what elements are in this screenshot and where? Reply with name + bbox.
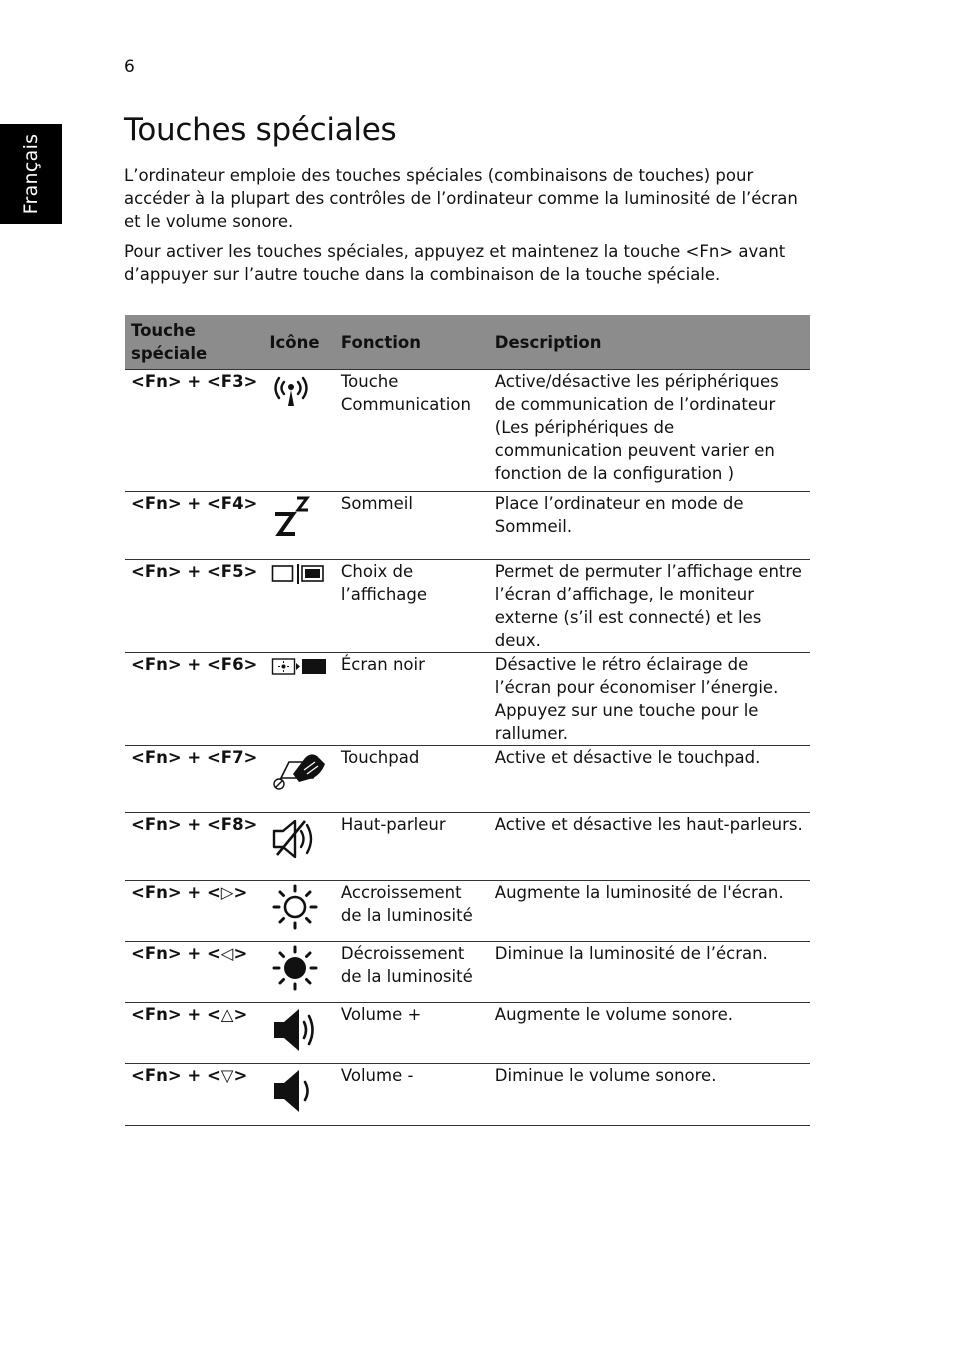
description-text: Active/désactive les périphériques de communication de l’ordinateur bbox=[494, 372, 779, 414]
volume-down-icon bbox=[271, 1066, 319, 1116]
description-text: Désactive le rétro éclairage de l’écran pour économiser l’énergie. Appuyez sur une touche pour le rallumer. bbox=[489, 653, 810, 746]
description-text: Active et désactive le touchpad. bbox=[489, 746, 810, 813]
key-combo: <Fn> + <F6> bbox=[125, 653, 263, 746]
key-combo: <Fn> + <△> bbox=[125, 1003, 263, 1064]
table-row bbox=[125, 370, 810, 492]
special-keys-table bbox=[125, 315, 810, 1126]
sleep-icon bbox=[271, 494, 311, 540]
function-label: Écran noir bbox=[335, 653, 489, 746]
language-label: Français bbox=[20, 133, 42, 215]
header-key bbox=[125, 315, 263, 370]
function-label: Volume - bbox=[335, 1064, 489, 1126]
description-text: Diminue la luminosité de l’écran. bbox=[489, 942, 810, 1003]
key-combo: <Fn> + <F3> bbox=[125, 370, 263, 492]
communication-icon bbox=[271, 372, 311, 408]
key-combo: <Fn> + <▽> bbox=[125, 1064, 263, 1126]
header-key-line2: spéciale bbox=[131, 344, 208, 363]
intro-paragraph-2: Pour activer les touches spéciales, appuyez et maintenez la touche <Fn> avant d’appuyer sur l’autre touche dans la combinaison de la touche spéciale. bbox=[124, 242, 786, 284]
page-number: 6 bbox=[124, 57, 135, 77]
header-description: Description bbox=[489, 315, 810, 370]
function-label: Haut-parleur bbox=[335, 813, 489, 881]
description-text: Diminue le volume sonore. bbox=[489, 1064, 810, 1126]
description-text: Augmente le volume sonore. bbox=[489, 1003, 810, 1064]
volume-up-icon bbox=[271, 1005, 319, 1055]
key-combo: <Fn> + <F5> bbox=[125, 560, 263, 653]
function-label: Décroissement de la luminosité bbox=[335, 942, 489, 1003]
key-combo: <Fn> + <F8> bbox=[125, 813, 263, 881]
function-label: Volume + bbox=[335, 1003, 489, 1064]
description-text: Place l’ordinateur en mode de Sommeil. bbox=[489, 492, 810, 560]
key-combo: <Fn> + <F7> bbox=[125, 746, 263, 813]
touchpad-icon bbox=[271, 748, 327, 792]
key-combo: <Fn> + <◁> bbox=[125, 942, 263, 1003]
function-label: Accroissement de la luminosité bbox=[335, 881, 489, 942]
speaker-mute-icon bbox=[271, 815, 319, 863]
description-text: Augmente la luminosité de l'écran. bbox=[489, 881, 810, 942]
brightness-down-icon bbox=[271, 944, 319, 992]
function-label: Choix de l’affichage bbox=[335, 560, 489, 653]
brightness-up-icon bbox=[271, 883, 319, 931]
header-key-line1: Touche bbox=[131, 321, 196, 340]
table-row bbox=[125, 492, 810, 560]
screen-blank-icon bbox=[271, 655, 329, 679]
display-toggle-icon bbox=[271, 562, 325, 586]
page-title: Touches spéciales bbox=[124, 112, 397, 148]
table-row bbox=[125, 942, 810, 1003]
function-label: Touchpad bbox=[335, 746, 489, 813]
header-icon: Icône bbox=[263, 315, 334, 370]
key-combo: <Fn> + <▷> bbox=[125, 881, 263, 942]
table-row bbox=[125, 881, 810, 942]
table-row bbox=[125, 1003, 810, 1064]
table-row bbox=[125, 746, 810, 813]
intro-paragraph-1: L’ordinateur emploie des touches spéciales (combinaisons de touches) pour accéder à la plupart des contrôles de l’ordinateur comme la luminosité de l’écran et le volume sonore. bbox=[124, 166, 798, 231]
key-combo: <Fn> + <F4> bbox=[125, 492, 263, 560]
function-label: Touche Communication bbox=[335, 370, 489, 492]
header-function: Fonction bbox=[335, 315, 489, 370]
function-label: Sommeil bbox=[335, 492, 489, 560]
table-row bbox=[125, 813, 810, 881]
table-header-row bbox=[125, 315, 810, 370]
description-text: Active et désactive les haut-parleurs. bbox=[489, 813, 810, 881]
table-row bbox=[125, 1064, 810, 1126]
language-side-tab bbox=[0, 124, 62, 224]
description-cell bbox=[489, 370, 810, 492]
table-row bbox=[125, 560, 810, 653]
table-row bbox=[125, 653, 810, 746]
description-text: Permet de permuter l’affichage entre l’écran d’affichage, le moniteur externe (s’il est connecté) et les deux. bbox=[489, 560, 810, 653]
description-note: (Les périphériques de communication peuvent varier en fonction de la configuration ) bbox=[494, 418, 775, 483]
